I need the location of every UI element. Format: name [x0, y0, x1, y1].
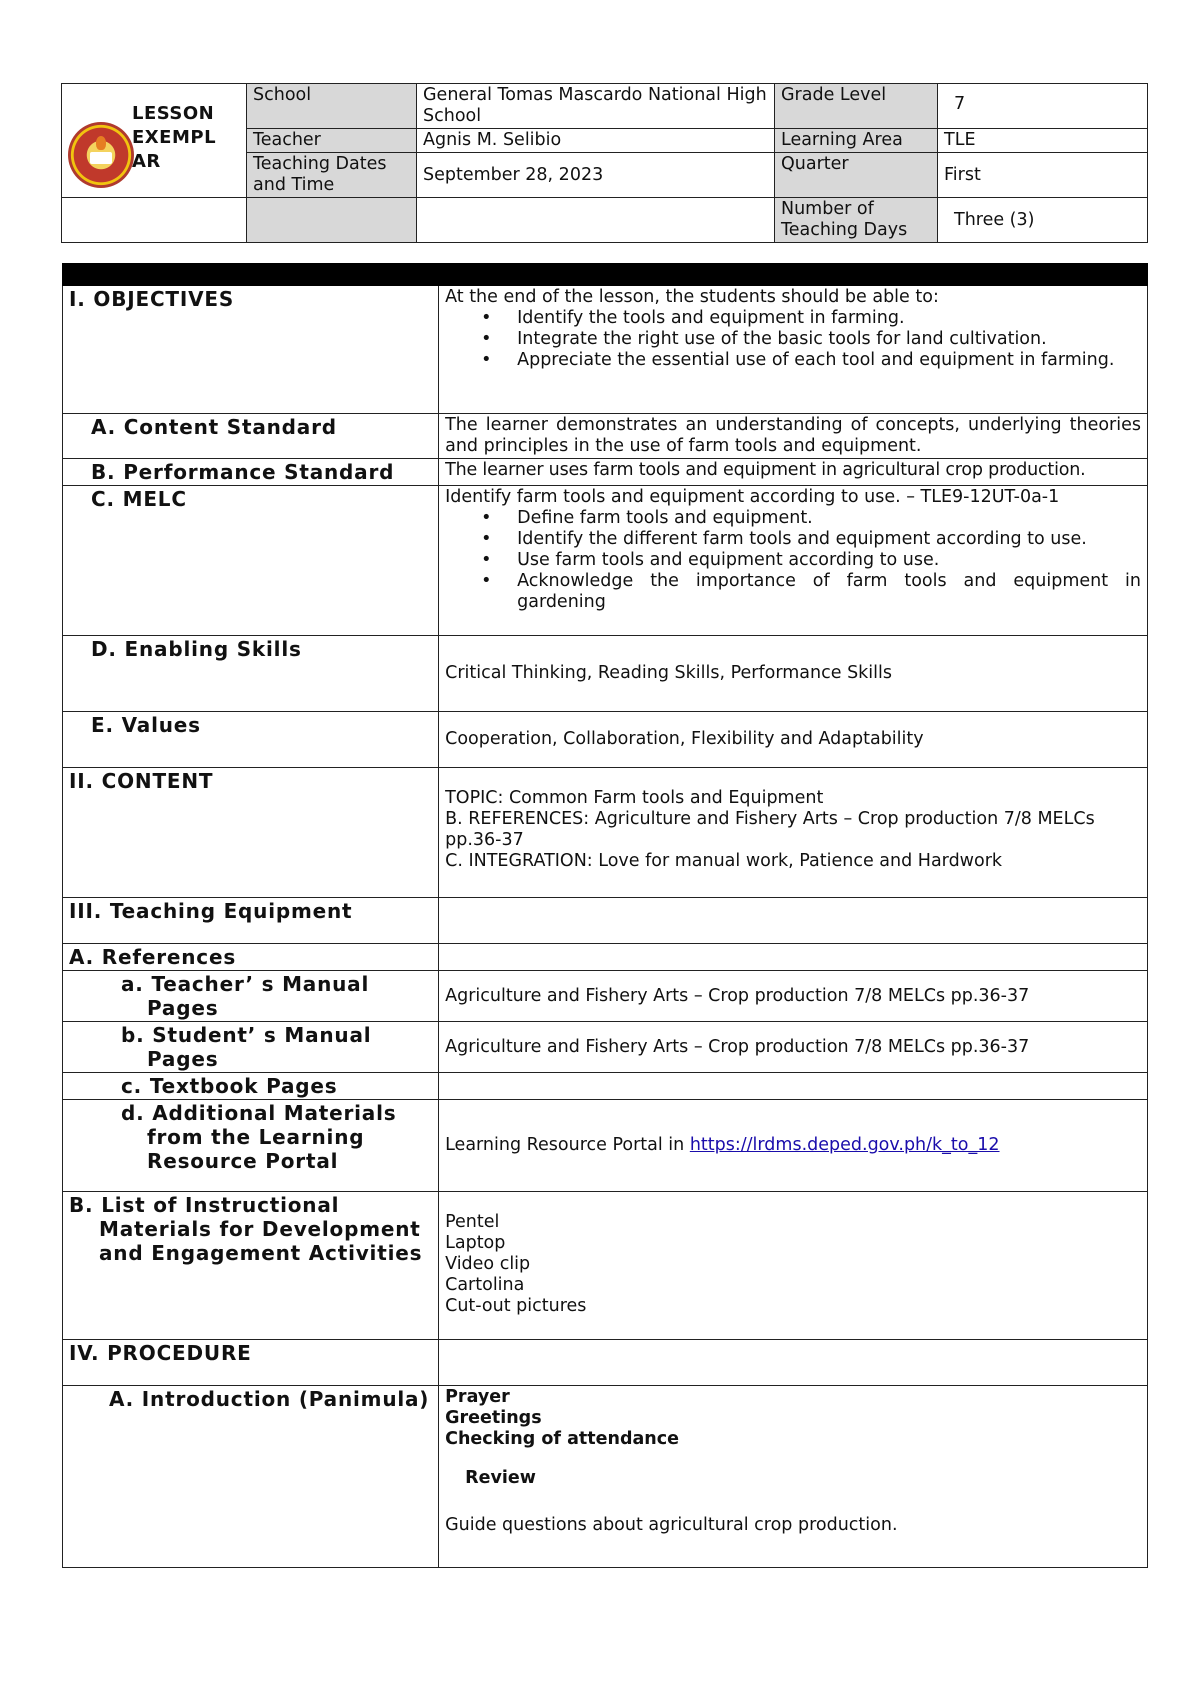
introduction-content — [439, 1386, 1148, 1568]
list-item: • Use farm tools and equipment according to use. — [517, 550, 1141, 571]
references-label: A. References — [63, 944, 439, 971]
empty-cell — [439, 1340, 1148, 1386]
empty-gray-cell — [247, 198, 417, 243]
review-heading: Review — [465, 1468, 536, 1488]
students-manual-value: Agriculture and Fishery Arts – Crop production 7/8 MELCs pp.36-37 — [439, 1022, 1148, 1073]
list-item: • Appreciate the essential use of each tool and equipment in farming. — [517, 350, 1141, 371]
performance-standard-text: The learner uses farm tools and equipment in agricultural crop production. — [439, 459, 1148, 486]
content-topic: TOPIC: Common Farm tools and Equipment — [445, 788, 824, 808]
melc-intro: Identify farm tools and equipment according to use. – TLE9-12UT-0a-1 — [445, 487, 1060, 507]
grade-label: Grade Level — [775, 84, 938, 129]
melc-label: C. MELC — [63, 486, 439, 636]
list-item: • Integrate the right use of the basic tools for land cultivation. — [517, 329, 1141, 350]
empty-cell — [439, 944, 1148, 971]
school-value: General Tomas Mascardo National High School — [417, 84, 775, 129]
list-item: Video clip — [445, 1254, 531, 1274]
enabling-skills-text: Critical Thinking, Reading Skills, Performance Skills — [439, 636, 1148, 712]
list-item: Pentel — [445, 1212, 500, 1232]
materials-label: B. List of Instructional Materials for Development and Engagement Activities — [63, 1192, 439, 1340]
logo-cell — [62, 84, 247, 198]
school-seal-icon — [68, 122, 134, 188]
portal-link[interactable]: https://lrdms.deped.gov.ph/k_to_12 — [689, 1135, 1000, 1155]
review-guide-text: Guide questions about agricultural crop production. — [445, 1515, 898, 1535]
content-standard-text: The learner demonstrates an understanding of concepts, underlying theories and principles in the use of farm tools and equipment. — [439, 414, 1148, 459]
empty-cell — [439, 1073, 1148, 1100]
melc-list — [445, 508, 1141, 613]
objectives-intro: At the end of the lesson, the students should be able to: — [445, 287, 939, 307]
list-item: • Acknowledge the importance of farm tools and equipment in gardening — [517, 571, 1141, 613]
empty-cell — [439, 898, 1148, 944]
dates-label: Teaching Dates and Time — [247, 153, 417, 198]
list-item: • Identify the tools and equipment in farming. — [517, 308, 1141, 329]
procedure-label: IV. PROCEDURE — [63, 1340, 439, 1386]
content-integration: C. INTEGRATION: Love for manual work, Patience and Hardwork — [445, 851, 1003, 871]
quarter-label: Quarter — [775, 153, 938, 198]
content-details — [439, 768, 1148, 898]
list-item: Cartolina — [445, 1275, 525, 1295]
teaching-equipment-label: III. Teaching Equipment — [63, 898, 439, 944]
empty-cell — [417, 198, 775, 243]
melc-content — [439, 486, 1148, 636]
students-manual-label: b. Student’ s Manual Pages — [63, 1022, 439, 1073]
values-text: Cooperation, Collaboration, Flexibility and Adaptability — [439, 712, 1148, 768]
objectives-label: I. OBJECTIVES — [63, 286, 439, 414]
lesson-exemplar-title: LESSON EXEMPL AR — [132, 103, 217, 172]
introduction-label: A. Introduction (Panimula) — [63, 1386, 439, 1568]
objectives-list — [445, 308, 1141, 371]
days-label: Number of Teaching Days — [775, 198, 938, 243]
list-item: • Identify the different farm tools and equipment according to use. — [517, 529, 1141, 550]
teacher-value: Agnis M. Selibio — [417, 129, 775, 153]
values-label: E. Values — [63, 712, 439, 768]
list-item: • Define farm tools and equipment. — [517, 508, 1141, 529]
teacher-label: Teacher — [247, 129, 417, 153]
list-item: Cut-out pictures — [445, 1296, 587, 1316]
teachers-manual-value: Agriculture and Fishery Arts – Crop production 7/8 MELCs pp.36-37 — [439, 971, 1148, 1022]
content-standard-label: A. Content Standard — [63, 414, 439, 459]
teachers-manual-label: a. Teacher’ s Manual Pages — [63, 971, 439, 1022]
content-references: B. REFERENCES: Agriculture and Fishery Arts – Crop production 7/8 MELCs pp.36-37 — [445, 809, 1095, 850]
textbook-label: c. Textbook Pages — [63, 1073, 439, 1100]
grade-value: 7 — [938, 84, 1148, 129]
dates-value: September 28, 2023 — [417, 153, 775, 198]
days-value: Three (3) — [938, 198, 1148, 243]
empty-cell — [62, 198, 247, 243]
enabling-skills-label: D. Enabling Skills — [63, 636, 439, 712]
header-bar — [63, 264, 1148, 286]
header-table — [61, 83, 1148, 243]
list-item: Laptop — [445, 1233, 506, 1253]
school-label: School — [247, 84, 417, 129]
attendance-text: Checking of attendance — [445, 1429, 680, 1449]
performance-standard-label: B. Performance Standard — [63, 459, 439, 486]
area-value: TLE — [938, 129, 1148, 153]
additional-materials-value — [439, 1100, 1148, 1192]
lesson-table — [62, 263, 1148, 1568]
greetings-text: Greetings — [445, 1408, 542, 1428]
objectives-content — [439, 286, 1148, 414]
portal-text: Learning Resource Portal in — [445, 1135, 690, 1155]
materials-list — [439, 1192, 1148, 1340]
area-label: Learning Area — [775, 129, 938, 153]
content-label: II. CONTENT — [63, 768, 439, 898]
quarter-value: First — [938, 153, 1148, 198]
prayer-text: Prayer — [445, 1387, 510, 1407]
additional-materials-label: d. Additional Materials from the Learning Resource Portal — [63, 1100, 439, 1192]
